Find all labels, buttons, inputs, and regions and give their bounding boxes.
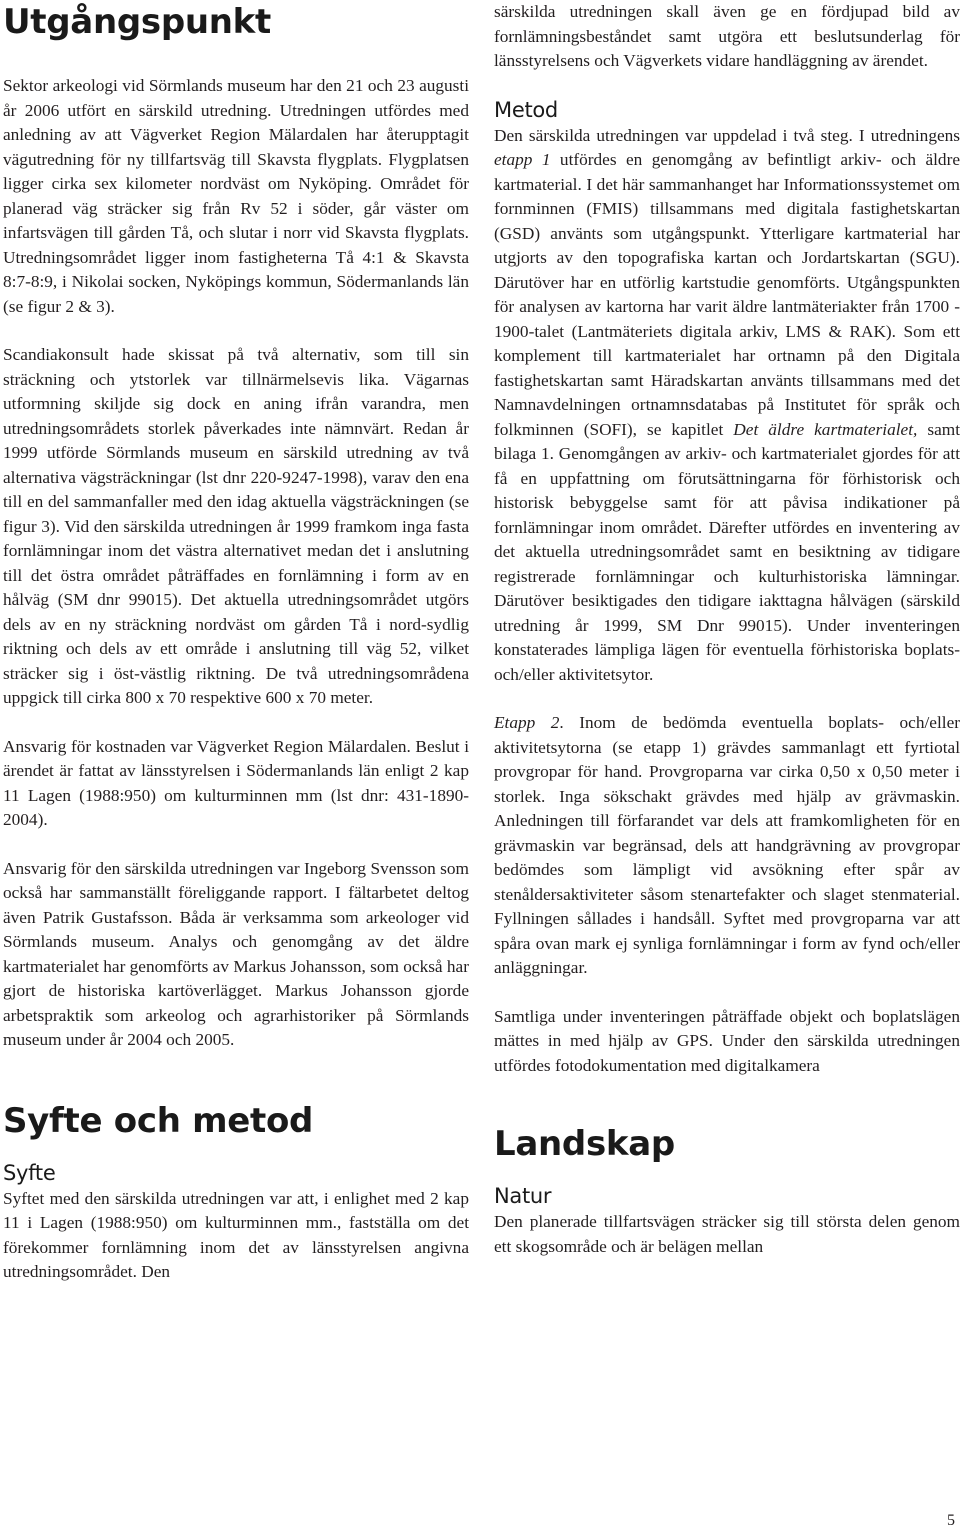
- text-run: utfördes en genomgång av befintligt arkiv- och äldre kartmaterial. I det här sammanhanget har Informationssystemet om fornminnen (FMIS) tillsammans med digitala fastighetskartan (GSD) använts som utgångspunkt. Ytterligare kartmaterial har utgjorts av den topografiska kartan och Jordartskartan (SGU). Därutöver har en utförlig kartstudie genomförts. Utgångspunkten för analysen av kartorna har varit äldre lantmäteriakter från 1700 - 1900-talet (Lantmäteriets digitala arkiv, LMS & RAK). Som ett komplement till kartmaterialet har ortnamn på den Digitala fastighetskartan samt Häradskartan använts tillsammans med det Namnavdelningen ortnamnsdatabas på Institutet för språk och folkminnen (SOFI), se kapitlet: [494, 150, 960, 439]
- italic-term-etapp-1: etapp 1: [494, 150, 551, 169]
- paragraph: Den planerade tillfartsvägen sträcker sig till största delen genom ett skogsområde och är belägen mellan: [494, 1212, 960, 1256]
- paragraph: Samtliga under inventeringen påträffade objekt och boplatslägen mättes in med hjälp av GPS. Under den särskilda utredningen utfördes fotodokumentation med digitalkamera: [494, 1006, 960, 1075]
- paragraph: [494, 124, 960, 688]
- paragraph: Ansvarig för kostnaden var Vägverket Region Mälardalen. Beslut i ärendet är fattat av länsstyrelsen i Södermanlands län enligt 2 kap 11 Lagen (1988:950) om kulturminnen mm (lst dnr: 431-1890-2004).: [3, 736, 469, 829]
- page-number: 5: [947, 1512, 955, 1529]
- subheading-natur: Natur: [494, 1184, 552, 1208]
- paragraph: Ansvarig för den särskilda utredningen var Ingeborg Svensson som också har sammanställt föreliggande rapport. I fältarbetet deltog även Patrik Gustafsson. Båda är verksamma som arkeologer vid Sörmlands museum. Analys och genomgång av det äldre kartmaterialet har genomförts av Markus Johansson, som också har gjort de historiska kartöverlägget. Markus Johansson gjorde arbetspraktik som arkeolog och agrarhistoriker på Sörmlands museum under år 2004 och 2005.: [3, 858, 469, 1049]
- text-run: samt bilaga 1. Genomgången av arkiv- och kartmaterialet gjordes för att få en uppfattning om förutsättningarna för förhistorisk och historisk bebyggelse samt för att påvisa indikationer på fornlämningar inom området. Därefter utfördes en inventering av det aktuella utredningsområdet samt en besiktning av tidigare registrerade fornlämningar och kulturhistoriska lämningar. Därutöver besiktigades den tidigare iakttagna hålvägen (särskild utredning år 1999, SM Dnr 99015). Under inventeringen konstaterades lämpliga lägen för eventuella förhistoriska boplats- och/eller aktivitetsytor.: [494, 419, 960, 684]
- text-run: Den särskilda utredningen var uppdelad i två steg. I utredningens: [494, 125, 960, 145]
- paragraph: [494, 711, 960, 981]
- heading-landskap: Landskap: [494, 1124, 675, 1164]
- paragraph: särskilda utredningen skall även ge en fördjupad bild av fornlämningsbeståndet samt utgöra ett beslutsunderlag för länsstyrelsens och Vägverkets vidare handläggning av ärendet.: [494, 2, 960, 70]
- text-run: . Inom de bedömda eventuella boplats- och/eller aktivitetsytorna (se etapp 1) grävdes sammanlagt ett fyrtiotal provgropar för hand. Provgroparna var cirka 0,50 x 0,50 meter i storlek. Inga sökschakt grävdes med hjälp av grävmaskin. Anledningen till förfarandet var dels att framkomligheten för en grävmaskin var begränsad, dels att handgrävning av provgropar bedömdes som lämpligt vid avsökning efter spår av stenåldersaktiviteter såsom stenartefakter och slaget stenmaterial. Fyllningen sållades i handsåll. Syftet med provgroparna var att spåra ovan mark ej synliga fornlämningar i form av fynd och/eller anläggningar.: [494, 713, 960, 977]
- subheading-metod: Metod: [494, 97, 558, 122]
- subheading-syfte: Syfte: [3, 1160, 56, 1185]
- paragraph: Sektor arkeologi vid Sörmlands museum har den 21 och 23 augusti år 2006 utfört en särskild utredning. Utredningen utfördes med anledning av att Vägverket Region Mälardalen har återupptagit vägutredning för ny tillfartsväg till Skavsta flygplats. Flygplatsen ligger cirka sex kilometer nordväst om Nyköping. Området för planerad väg sträcker sig från Rv 52 i söder, går väster om infartsvägen till gården Tå, och slutar i norr vid Skavsta flygplats. Utredningsområdet ligger inom fastigheterna Tå 4:1 & Skavsta 8:7-8:9, i Nikolai socken, Nyköpings kommun, Södermanlands län (se figur 2 & 3).: [3, 76, 469, 316]
- italic-chapter-reference: Det äldre kartmaterialet,: [733, 419, 918, 439]
- right-column: [494, 0, 960, 1259]
- italic-term-etapp-2: Etapp 2: [494, 713, 560, 732]
- left-column: [3, 0, 469, 1285]
- paragraph: Syftet med den särskilda utredningen var att, i enlighet med 2 kap 11 i Lagen (1988:950) om kulturminnen mm., fastställa om det förekommer fornlämning inom det av länsstyrelsen angivna utredningsområdet. Den: [3, 1188, 469, 1281]
- heading-utgangspunkt: Utgångspunkt: [3, 2, 271, 42]
- paragraph: Scandiakonsult hade skissat på två alternativ, som till sin sträckning och ytstorlek var tillnärmelsevis lika. Vägarnas utformning skiljde sig dock en aning ifrån varandra, men utredningsområdets storlek påverkades inte nämnvärt. Redan år 1999 utförde Sörmlands museum en särskild utredning av två alternativa vägsträckningar (lst dnr 220-9247-1998), varav den ena till en del sammanfaller med den idag aktuella vägsträckningen (se figur 3). Vid den särskilda utredningen år 1999 framkom inga fasta fornlämningar inom det västra alternativet medan det i anslutning till det östra området påträffades en fornlämning i form av en hålväg (SM dnr 99015). Det aktuella utredningsområdet utgörs dels av en ny sträckning nordväst om gården Tå i nord-sydlig riktning och dels av ett område i anslutning till väg 52, vilket sträcker sig i öst-västlig riktning. De två utredningsområdena uppgick till cirka 800 x 70 respektive 600 x 70 meter.: [3, 345, 469, 707]
- heading-syfte-och-metod: Syfte och metod: [3, 1100, 314, 1141]
